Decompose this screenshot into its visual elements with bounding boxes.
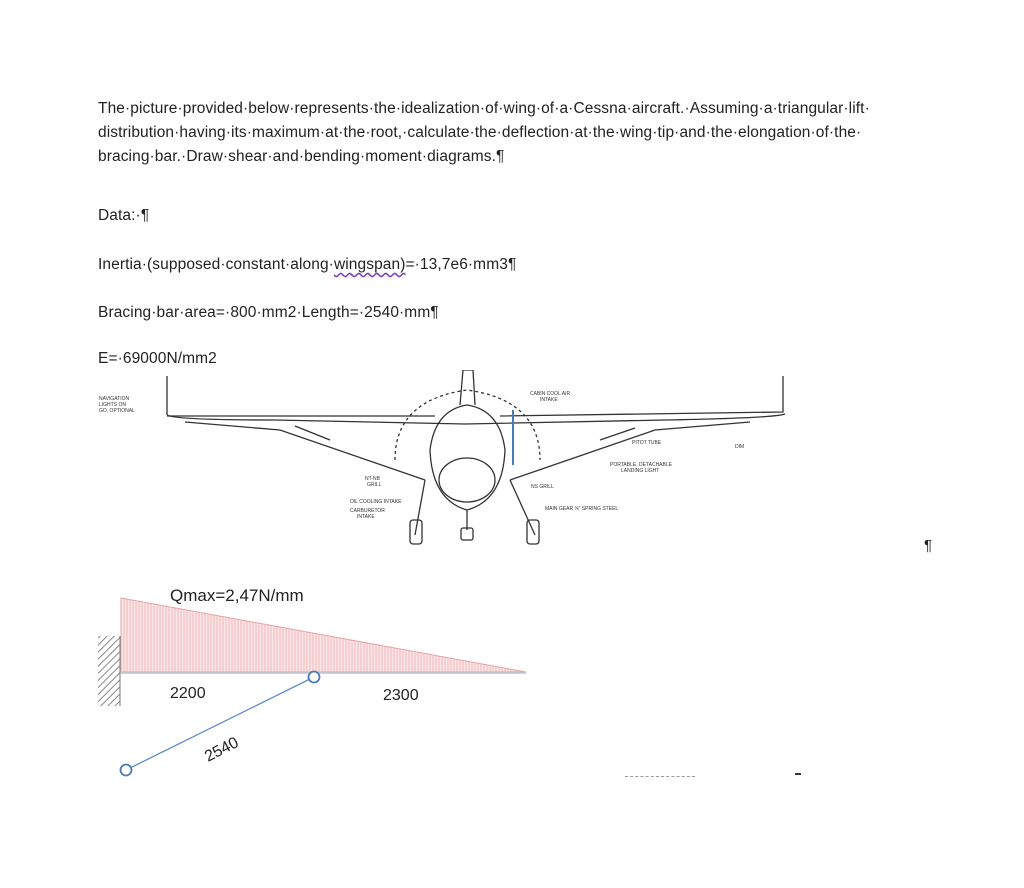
wing-load-diagram [0,560,560,790]
nav-lights-label-3: GO, OPTIONAL [99,408,135,414]
cabin-air-label-1: CABIN COOL AIR [530,391,571,397]
bracing-line [98,301,998,325]
outer-span-label: 2300 [383,687,419,704]
problem-line-2: distribution·having·its·maximum·at·the·root,·calculate·the·deflection·at·the·wing·tip·and·the·elongation·of·the· [98,124,862,141]
cabin-air-label-2: INTAKE [540,397,558,403]
figure-pilcrow: ¶ [924,537,933,554]
data-heading [98,204,998,228]
pilcrow-mark: ¶ [507,256,517,273]
bracing-text: Bracing·bar·area=·800·mm2·Length=·2540·mm [98,304,431,321]
problem-line-3 [98,145,998,169]
modulus-text: E=·69000N/mm2 [98,350,217,367]
data-heading-text: Data:· [98,207,141,224]
triangular-lift-load [121,598,526,672]
nose-grill-label: NS GRILL [531,484,554,490]
oil-cooling-label: OIL COOLING INTAKE [350,499,402,505]
qmax-label: Qmax=2,47N/mm [170,586,304,605]
dim-label: DIM [735,444,745,450]
pilcrow-mark: ¶ [496,148,505,165]
carburetor-label-2: INTAKE [357,514,375,520]
fixed-support-wall [98,636,120,706]
stray-dash [625,776,695,777]
pitot-tube-label: PITOT TUBE [632,440,662,446]
bar-root-pin [121,765,132,776]
nav-lights-label-1: NAVIGATION [99,396,130,402]
bar-wing-pin [309,672,320,683]
main-gear-label: MAIN GEAR ⅝" SPRING STEEL [545,506,619,512]
problem-line-1: The·picture·provided·below·represents·the·idealization·of·wing·of·a·Cessna·aircraft.·Assuming·a·triangular·lift· [98,100,870,117]
inner-span-label: 2200 [170,685,206,702]
modulus-line [98,347,998,371]
grill-label-1: NT-NB [365,476,380,482]
pilcrow-mark: ¶ [430,304,439,321]
inertia-suffix: =·13,7e6·mm3 [405,256,508,273]
cessna-front-view-image [95,370,825,560]
bar-length-label: 2540 [202,734,242,766]
grill-label-2: GRILL [367,482,382,488]
carburetor-label-1: CARBURETOR [350,508,385,514]
landing-light-label-2: LANDING LIGHT [621,468,660,474]
stray-mark [795,773,801,775]
pilcrow-mark: ¶ [140,207,150,224]
spellcheck-word[interactable]: wingspan) [333,256,406,273]
problem-statement [98,97,998,169]
inertia-line [98,253,998,277]
nav-lights-label-2: LIGHTS ON [99,402,126,408]
landing-light-label-1: PORTABLE, DETACHABLE [610,462,672,468]
problem-line-3-text: bracing·bar.·Draw·shear·and·bending·moment·diagrams. [98,148,497,165]
inertia-prefix: Inertia·(supposed·constant·along· [98,256,334,273]
